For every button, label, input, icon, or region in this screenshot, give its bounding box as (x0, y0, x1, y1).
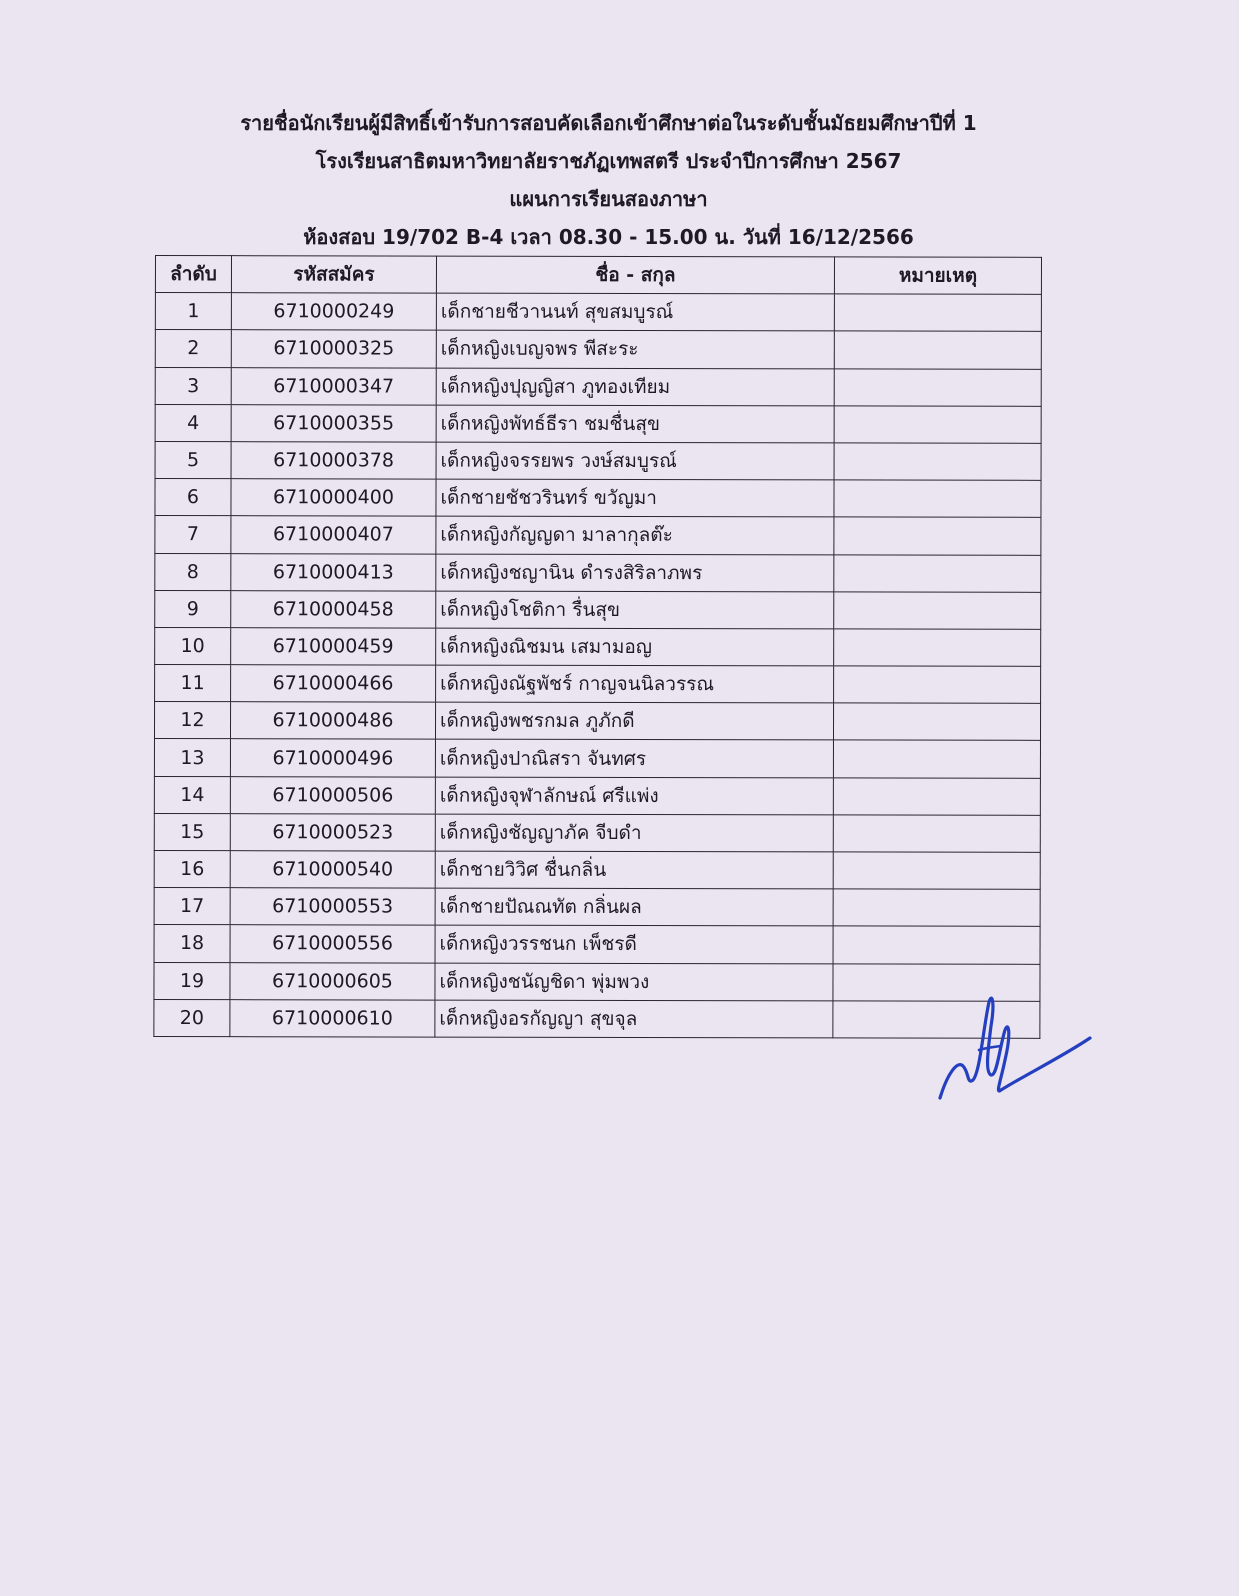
row-order-cell: 1 (155, 293, 231, 330)
row-order-cell: 4 (155, 404, 231, 441)
row-order-cell: 9 (155, 590, 231, 627)
table-row (154, 702, 1040, 741)
row-order-cell: 15 (154, 813, 230, 850)
table-row (155, 516, 1041, 555)
row-order-cell: 7 (155, 516, 231, 553)
table-row (155, 590, 1041, 629)
row-order-cell: 13 (154, 739, 230, 776)
row-remarks-cell (834, 331, 1041, 369)
row-remarks-cell (834, 294, 1041, 332)
row-remarks-cell (834, 443, 1041, 481)
row-order-cell: 14 (154, 776, 230, 813)
row-full-name-cell: เด็กหญิงโชติกา รื่นสุข (436, 591, 834, 629)
row-order-cell: 5 (155, 441, 231, 478)
signature-image (935, 990, 1095, 1110)
column-header-remarks: หมายเหตุ (834, 257, 1041, 295)
row-full-name-cell: เด็กหญิงวรรชนก เพ็ชรดี (435, 925, 833, 963)
row-application-code-cell: 6710000378 (231, 442, 436, 480)
row-application-code-cell: 6710000407 (231, 516, 436, 554)
row-full-name-cell: เด็กหญิงณัฐพัชร์ กาญจนนิลวรรณ (436, 665, 834, 703)
row-order-cell: 10 (155, 627, 231, 664)
row-full-name-cell: เด็กหญิงพัทธ์ธีรา ชมชื่นสุข (436, 405, 834, 443)
table-row (154, 813, 1040, 852)
table-header-row (155, 256, 1041, 295)
document-title: รายชื่อนักเรียนผู้มีสิทธิ์เข้ารับการสอบคัดเลือกเข้าศึกษาต่อในระดับชั้นมัธยมศึกษาปีที่ 1 (240, 111, 977, 135)
row-remarks-cell (833, 926, 1040, 964)
row-application-code-cell: 6710000553 (230, 888, 435, 926)
row-application-code-cell: 6710000540 (230, 851, 435, 889)
row-application-code-cell: 6710000249 (231, 293, 436, 331)
row-application-code-cell: 6710000400 (231, 479, 436, 517)
table-row (154, 999, 1040, 1038)
row-order-cell: 2 (155, 330, 231, 367)
table-body (154, 293, 1042, 1039)
table-row (154, 776, 1040, 815)
row-order-cell: 6 (155, 479, 231, 516)
row-remarks-cell (834, 554, 1041, 592)
row-order-cell: 12 (154, 702, 230, 739)
row-remarks-cell (833, 703, 1040, 741)
row-remarks-cell (834, 406, 1041, 444)
row-remarks-cell (834, 517, 1041, 555)
row-order-cell: 8 (155, 553, 231, 590)
row-application-code-cell: 6710000523 (230, 813, 435, 851)
table-row (155, 404, 1041, 443)
table-row (155, 553, 1041, 592)
row-full-name-cell: เด็กชายวิวิศ ชื่นกลิ่น (435, 851, 833, 889)
row-order-cell: 20 (154, 999, 230, 1036)
row-remarks-cell (833, 740, 1040, 778)
row-full-name-cell: เด็กหญิงชัญญาภัค จีบดำ (435, 814, 833, 852)
row-full-name-cell: เด็กหญิงณิชมน เสมามอญ (436, 628, 834, 666)
row-order-cell: 3 (155, 367, 231, 404)
row-full-name-cell: เด็กหญิงชญานิน ดำรงสิริลาภพร (436, 554, 834, 592)
row-full-name-cell: เด็กหญิงปุญญิสา ภูทองเทียม (436, 368, 834, 406)
row-application-code-cell: 6710000466 (231, 665, 436, 703)
row-remarks-cell (834, 592, 1041, 630)
row-application-code-cell: 6710000605 (230, 962, 435, 1000)
row-full-name-cell: เด็กหญิงพชรกมล ภูภักดี (435, 702, 833, 740)
row-order-cell: 18 (154, 925, 230, 962)
exam-room-info: ห้องสอบ 19/702 B-4 เวลา 08.30 - 15.00 น. วันที่ 16/12/2566 (303, 225, 914, 249)
row-full-name-cell: เด็กชายชัชวรินทร์ ขวัญมา (436, 479, 834, 517)
column-header-full-name: ชื่อ - สกุล (436, 256, 834, 294)
row-remarks-cell (833, 852, 1040, 890)
table-row (154, 888, 1040, 927)
row-full-name-cell: เด็กชายชีวานนท์ สุขสมบูรณ์ (436, 293, 834, 331)
table-row (155, 441, 1041, 480)
row-full-name-cell: เด็กหญิงจุฬาลักษณ์ ศรีแพ่ง (435, 777, 833, 815)
row-full-name-cell: เด็กหญิงชนัญชิดา พุ่มพวง (435, 963, 833, 1001)
row-order-cell: 17 (154, 888, 230, 925)
page-header (0, 104, 1217, 256)
row-full-name-cell: เด็กหญิงกัญญดา มาลากุลต๊ะ (436, 516, 834, 554)
student-roster-table (153, 255, 1042, 1039)
row-application-code-cell: 6710000610 (230, 999, 435, 1037)
table-row (155, 367, 1041, 406)
row-full-name-cell: เด็กหญิงอรกัญญา สุขจุล (435, 1000, 833, 1038)
row-remarks-cell (833, 778, 1040, 816)
row-application-code-cell: 6710000496 (230, 739, 435, 777)
row-remarks-cell (833, 815, 1040, 853)
row-application-code-cell: 6710000458 (231, 590, 436, 628)
table-row (155, 627, 1041, 666)
row-application-code-cell: 6710000486 (230, 702, 435, 740)
row-application-code-cell: 6710000325 (231, 330, 436, 368)
table-row (154, 925, 1040, 964)
table-row (155, 293, 1041, 332)
row-order-cell: 19 (154, 962, 230, 999)
study-program: แผนการเรียนสองภาษา (509, 187, 708, 211)
row-application-code-cell: 6710000556 (230, 925, 435, 963)
row-remarks-cell (834, 629, 1041, 667)
row-remarks-cell (834, 368, 1041, 406)
table-row (155, 479, 1041, 518)
row-full-name-cell: เด็กหญิงจรรยพร วงษ์สมบูรณ์ (436, 442, 834, 480)
row-application-code-cell: 6710000506 (230, 776, 435, 814)
column-header-application-code: รหัสสมัคร (231, 256, 436, 294)
row-application-code-cell: 6710000355 (231, 404, 436, 442)
row-application-code-cell: 6710000413 (231, 553, 436, 591)
column-header-order: ลำดับ (155, 256, 231, 293)
signature-stroke (940, 998, 1090, 1098)
row-full-name-cell: เด็กหญิงเบญจพร พีสะระ (436, 330, 834, 368)
table-row (155, 665, 1041, 704)
row-full-name-cell: เด็กหญิงปาณิสรา จันทศร (435, 740, 833, 778)
table-row (154, 962, 1040, 1001)
table-row (154, 739, 1040, 778)
row-application-code-cell: 6710000459 (231, 628, 436, 666)
row-remarks-cell (833, 889, 1040, 927)
row-full-name-cell: เด็กชายปัณณทัต กลิ่นผล (435, 888, 833, 926)
table-row (154, 850, 1040, 889)
row-application-code-cell: 6710000347 (231, 367, 436, 405)
row-remarks-cell (834, 666, 1041, 704)
school-name: โรงเรียนสาธิตมหาวิทยาลัยราชภัฏเทพสตรี ประจำปีการศึกษา 2567 (315, 149, 902, 173)
table-row (155, 330, 1041, 369)
row-order-cell: 11 (155, 665, 231, 702)
row-remarks-cell (834, 480, 1041, 518)
row-order-cell: 16 (154, 850, 230, 887)
